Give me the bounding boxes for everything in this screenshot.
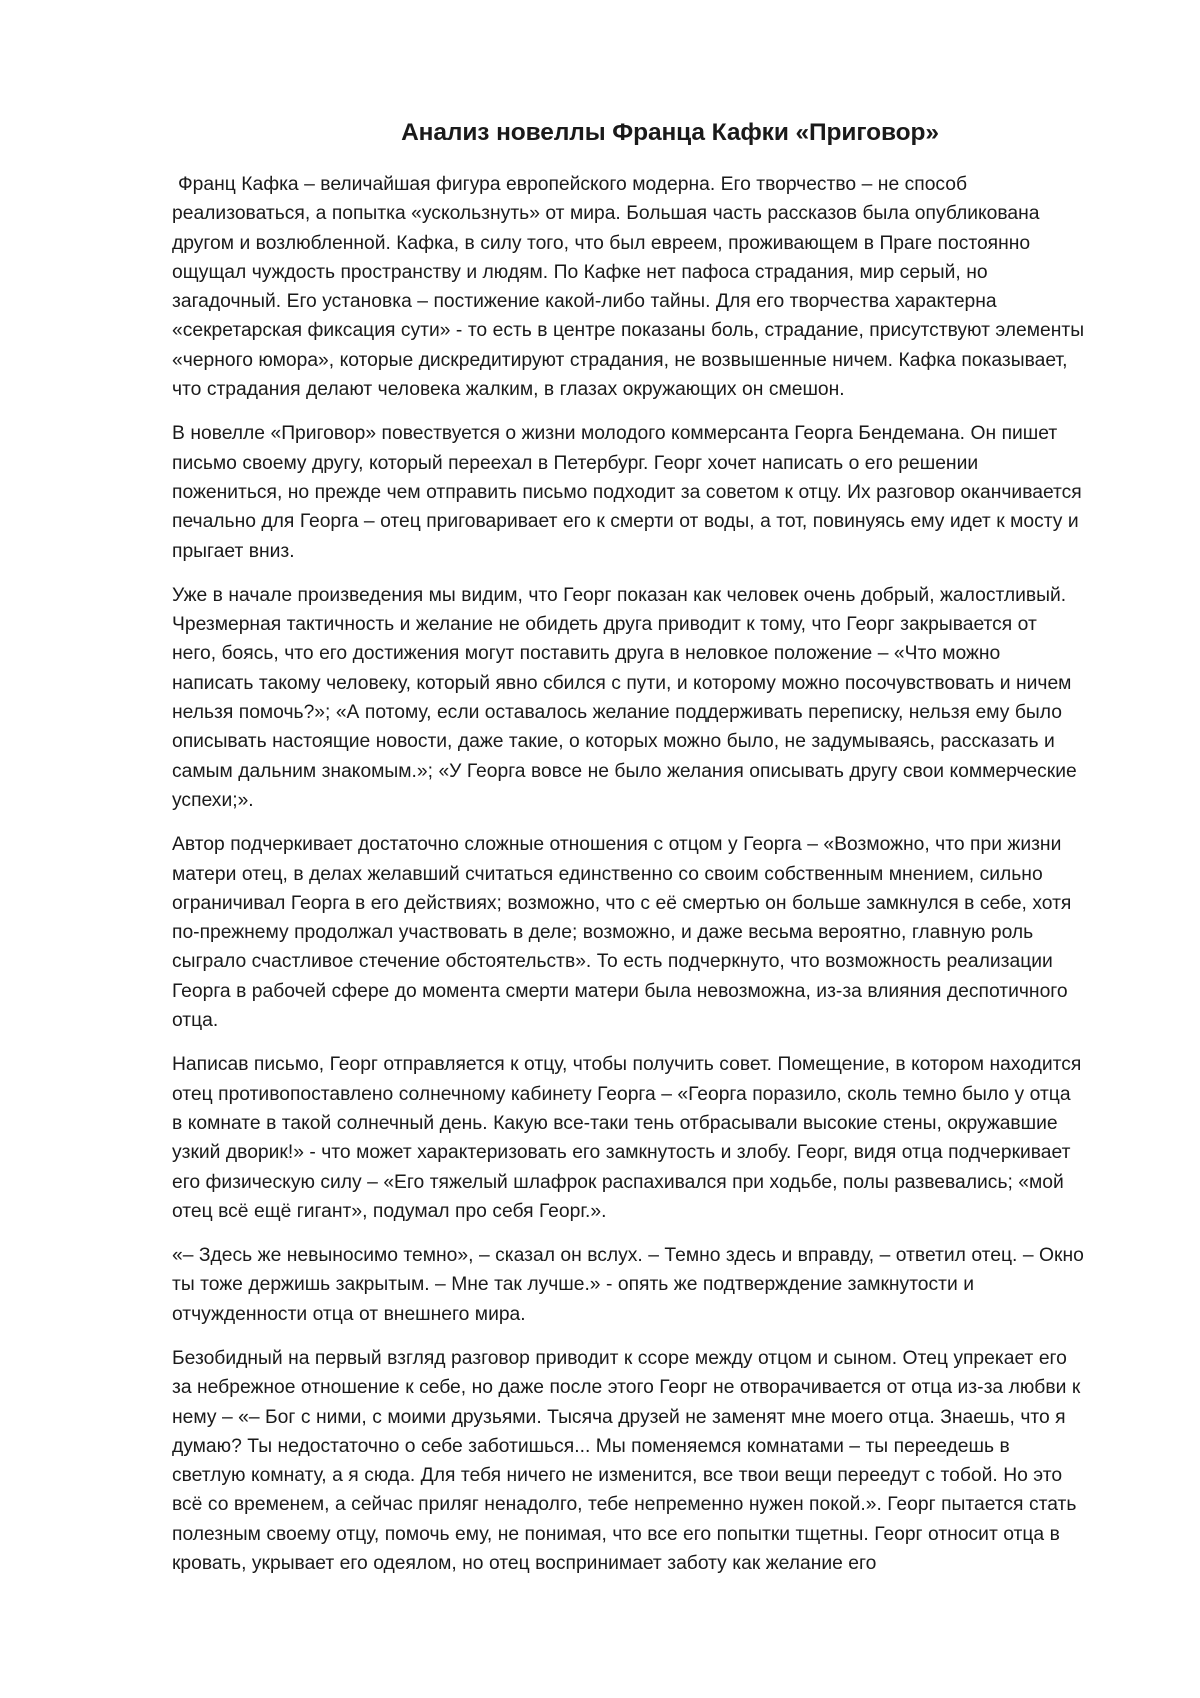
paragraph-father-relationship: Автор подчеркивает достаточно сложные отношения с отцом у Георга – «Возможно, что при жизни матери отец, в делах желавший считаться единственно со своим собственным мнением, сильно ограничивал Георга в его действиях; возможно, что с её смертью он больше замкнулся в себе, хотя по-прежнему продолжал участвовать в деле; возможно, и даже весьма вероятно, главную роль сыграло счастливое стечение обстоятельств». То есть подчеркнуто, что возможность реализации Георга в рабочей сфере до момента смерти матери была невозможна, из-за влияния деспотичного отца. bbox=[172, 834, 1072, 1032]
paragraph-quarrel: Безобидный на первый взгляд разговор приводит к ссоре между отцом и сыном. Отец упрекает его за небрежное отношение к себе, но даже после этого Георг не отворачивается от отца из-за любви к нему – «– Бог с ними, с моими друзьями. Тысяча друзей не заменят мне моего отца. Знаешь, что я думаю? Ты недостаточно о себе заботишься... Мы поменяемся комнатами – ты переедешь в светлую комнату, а я сюда. Для тебя ничего не изменится, все твои вещи переедут с тобой. Но это всё со временем, а сейчас приляг ненадолго, тебе непременно нужен покой.». Георг пытается стать полезным своему отцу, помочь ему, не понимая, что все его попытки тщетны. Георг относит отца в кровать, укрывает его одеялом, но отец воспринимает заботу как желание его bbox=[172, 1347, 1081, 1575]
paragraph-georg-character: Уже в начале произведения мы видим, что Георг показан как человек очень добрый, жалостливый. Чрезмерная тактичность и желание не обидеть друга приводит к тому, что Георг закрывается от него, боясь, что его достижения могут поставить друга в неловкое положение – «Что можно написать такому человеку, который явно сбился с пути, и которому можно посочувствовать и ничем нельзя помочь?»; «А потому, если оставалось желание поддерживать переписку, нельзя ему было описывать настоящие новости, даже такие, о которых можно было, не задумываясь, рассказать и самым дальним знакомым.»; «У Георга вовсе не было желания описывать другу свои коммерческие успехи;». bbox=[172, 584, 1077, 811]
paragraph-plot-summary: В новелле «Приговор» повествуется о жизни молодого коммерсанта Георга Бендемана. Он пишет письмо своему другу, который переехал в Петербург. Георг хочет написать о его решении пожениться, но прежде чем отправить письмо подходит за советом к отцу. Их разговор оканчивается печально для Георга – отец приговаривает его к смерти от воды, а тот, повинуясь ему идет к мосту и прыгает вниз. bbox=[172, 423, 1082, 562]
paragraph-dialogue: «– Здесь же невыносимо темно», – сказал он вслух. – Темно здесь и вправду, – ответил отец. – Окно ты тоже держишь закрытым. – Мне так лучше.» - опять же подтверждение замкнутости и отчужденности отца от внешнего мира. bbox=[172, 1245, 1084, 1325]
paragraph-father-room: Написав письмо, Георг отправляется к отцу, чтобы получить совет. Помещение, в котором находится отец противопоставлено солнечному кабинету Георга – «Георга поразило, сколь темно было у отца в комнате в такой солнечный день. Какую все-таки тень отбрасывали высокие стены, окружавшие узкий дворик!» - что может характеризовать его замкнутость и злобу. Георг, видя отца подчеркивает его физическую силу – «Его тяжелый шлафрок распахивался при ходьбе, полы развевались; «мой отец всё ещё гигант», подумал про себя Георг.». bbox=[172, 1054, 1082, 1222]
paragraph-intro: Франц Кафка – величайшая фигура европейского модерна. Его творчество – не способ реализоваться, а попытка «ускользнуть» от мира. Большая часть рассказов была опубликована другом и возлюбленной. Кафка, в силу того, что был евреем, проживающем в Праге постоянно ощущал чуждость пространству и людям. По Кафке нет пафоса страдания, мир серый, но загадочный. Его установка – постижение какой-либо тайны. Для его творчества характерна «секретарская фиксация сути» - то есть в центре показаны боль, страдание, присутствуют элементы «черного юмора», которые дискредитируют страдания, не возвышенные ничем. Кафка показывает, что страдания делают человека жалким, в глазах окружающих он смешон. bbox=[172, 174, 1085, 401]
document-body bbox=[172, 170, 1086, 1593]
page-title: Анализ новеллы Франца Кафки «Приговор» bbox=[401, 119, 939, 146]
